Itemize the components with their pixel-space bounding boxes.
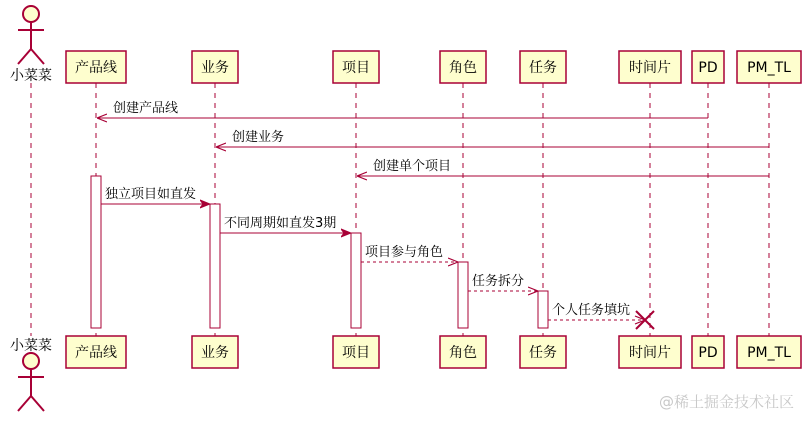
message-label-3: 独立项目如直发 [105, 187, 197, 202]
participant-bottom-label-7: PM_TL [747, 345, 791, 361]
participant-top-label-3: 角色 [449, 60, 477, 76]
message-label-6: 任务拆分 [472, 274, 525, 289]
participant-top-label-2: 项目 [342, 60, 370, 76]
message-label-1: 创建业务 [232, 130, 285, 145]
actor-leg-left [18, 396, 31, 411]
participant-top-label-5: 时间片 [629, 60, 671, 76]
activation-bar-1 [210, 204, 220, 328]
participant-bottom-label-3: 角色 [449, 345, 477, 361]
actor-bottom [10, 337, 52, 411]
actor-leg-left [18, 49, 31, 64]
participant-top-label-4: 任务 [529, 60, 557, 76]
message-label-5: 项目参与角色 [365, 245, 444, 260]
actor-head [23, 353, 39, 369]
actor-label: 小菜菜 [10, 68, 52, 84]
actor-leg-right [31, 396, 44, 411]
activation-bar-4 [538, 291, 548, 328]
participant-bottom-label-5: 时间片 [629, 345, 671, 361]
actor-head [23, 6, 39, 22]
actor-top [10, 6, 52, 84]
participant-top-label-6: PD [698, 60, 718, 76]
activation-bar-0 [91, 176, 101, 328]
actor-leg-right [31, 49, 44, 64]
participant-bottom-label-0: 产品线 [75, 345, 117, 361]
participant-top-label-7: PM_TL [747, 60, 791, 76]
message-label-2: 创建单个项目 [373, 159, 452, 174]
message-label-7: 个人任务填坑 [552, 303, 631, 318]
messages [97, 100, 769, 329]
actor-label: 小菜菜 [10, 338, 52, 354]
participant-bottom-label-2: 项目 [342, 345, 370, 361]
participant-top-label-0: 产品线 [75, 60, 117, 76]
participant-bottom-label-6: PD [698, 345, 718, 361]
message-label-4: 不同周期如直发3期 [224, 216, 337, 231]
activation-bar-2 [351, 233, 361, 328]
participant-heads-bottom [66, 336, 801, 368]
participant-top-label-1: 业务 [201, 60, 229, 76]
activation-bar-3 [458, 262, 468, 328]
participant-heads-top [66, 51, 801, 83]
participant-bottom-label-1: 业务 [201, 345, 229, 361]
participant-bottom-label-4: 任务 [529, 345, 557, 361]
message-label-0: 创建产品线 [113, 101, 179, 116]
watermark: @稀土掘金技术社区 [658, 393, 794, 411]
lifelines [31, 83, 769, 336]
